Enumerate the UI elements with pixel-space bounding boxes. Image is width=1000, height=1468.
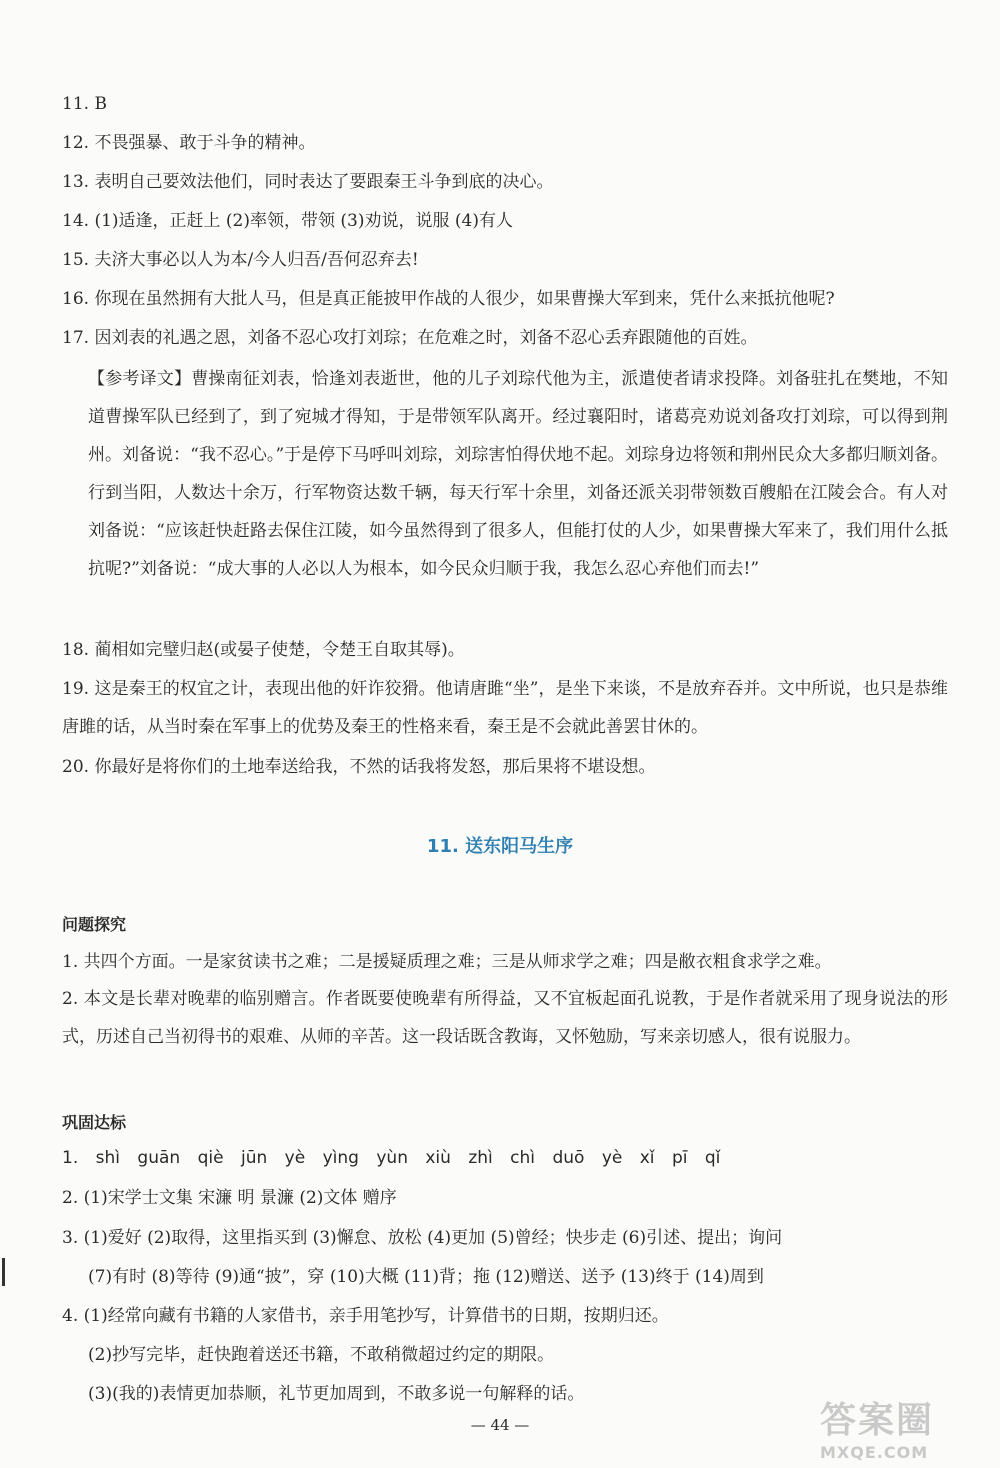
consolidate-answer-4c: (3)(我的)表情更加恭顺，礼节更加周到，不敢多说一句解释的话。 [88, 1384, 585, 1404]
consolidate-answer-4a: 4. (1)经常向藏有书籍的人家借书，亲手用笔抄写，计算借书的日期，按期归还。 [62, 1306, 669, 1326]
answer-19: 19. 这是秦王的权宜之计，表现出他的奸诈狡猾。他请唐雎“坐”，是坐下来谈，不是放弃吞并。文中所说，也只是恭维唐雎的话，从当时秦在军事上的优势及秦王的性格来看，秦王是不会就此善罢甘休的。 [62, 679, 948, 737]
pinyin-item: duō [552, 1148, 585, 1168]
watermark-top: 答案圈 [820, 1400, 935, 1441]
pinyin-item: xiù [425, 1148, 451, 1168]
consolidate-answer-2: 2. (1)宋学士文集 宋濂 明 景濂 (2)文体 赠序 [62, 1188, 397, 1208]
answer-17: 17. 因刘表的礼遇之恩，刘备不忍心攻打刘琮；在危难之时，刘备不忍心丢弃跟随他的百姓。 [62, 328, 758, 348]
explore-answer-1: 1. 共四个方面。一是家贫读书之难；二是援疑质理之难；三是从师求学之难；四是敝衣粗食求学之难。 [62, 952, 832, 972]
pinyin-item: chì [510, 1148, 536, 1168]
pinyin-item: yùn [376, 1148, 408, 1168]
pinyin-line [62, 1148, 732, 1168]
pinyin-item: jūn [240, 1148, 268, 1168]
page-number: — 44 — [470, 1416, 530, 1434]
answer-12: 12. 不畏强暴、敢于斗争的精神。 [62, 133, 316, 153]
pinyin-item: qiè [197, 1148, 224, 1168]
pinyin-item: xǐ [639, 1148, 655, 1168]
answer-13: 13. 表明自己要效法他们，同时表达了要跟秦王斗争到底的决心。 [62, 172, 554, 192]
watermark-bottom: MXQE.COM [820, 1443, 929, 1462]
consolidate-answer-3a: 3. (1)爱好 (2)取得，这里指买到 (3)懈怠、放松 (4)更加 (5)曾经；快步走 (6)引述、提出；询问 [62, 1228, 783, 1248]
pinyin-item: zhì [468, 1148, 493, 1168]
pinyin-item: yè [284, 1148, 306, 1168]
margin-mark [2, 1258, 5, 1286]
pinyin-item: guān [137, 1148, 181, 1168]
answer-15: 15. 夫济大事必以人为本/今人归吾/吾何忍弃去! [62, 250, 419, 270]
consolidate-answer-4b: (2)抄写完毕，赶快跑着送还书籍，不敢稍微超过约定的期限。 [88, 1345, 555, 1365]
answer-16: 16. 你现在虽然拥有大批人马，但是真正能披甲作战的人很少，如果曹操大军到来，凭什么来抵抗他呢? [62, 289, 835, 309]
answer-11: 11. B [62, 94, 107, 114]
answer-20: 20. 你最好是将你们的土地奉送给我，不然的话我将发怒，那后果将不堪设想。 [62, 757, 656, 777]
explore-answer-2: 2. 本文是长辈对晚辈的临别赠言。作者既要使晚辈有所得益，又不宜板起面孔说教，于是作者就采用了现身说法的形式，历述自己当初得书的艰难、从师的辛苦。这一段话既含教诲，又怀勉励，写来亲切感人，很有说服力。 [62, 989, 948, 1047]
answer-18: 18. 蔺相如完璧归赵(或晏子使楚，令楚王自取其辱)。 [62, 640, 465, 660]
pinyin-item: pī [671, 1148, 688, 1168]
section-title: 11. 送东阳马生序 [426, 836, 574, 857]
pinyin-item: shì [95, 1148, 120, 1168]
section-heading-explore: 问题探究 [62, 915, 127, 934]
reference-translation: 【参考译文】曹操南征刘表，恰逢刘表逝世，他的儿子刘琮代他为主，派遣使者请求投降。刘备驻扎在樊地，不知道曹操军队已经到了，到了宛城才得知，于是带领军队离开。经过襄阳时，诸葛亮劝说刘备攻打刘琮，可以得到荆州。刘备说：“我不忍心。”于是停下马呼叫刘琮，刘琮害怕得伏地不起。刘琮身边将领和荆州民众大多都归顺刘备。行到当阳，人数达十余万，行军物资达数千辆，每天行军十余里，刘备还派关羽带领数百艘船在江陵会合。有人对刘备说：“应该赶快赶路去保住江陵，如今虽然得到了很多人，但能打仗的人少，如果曹操大军来了，我们用什么抵抗呢?”刘备说：“成大事的人必以人为根本，如今民众归顺于我，我怎么忍心弃他们而去!” [88, 369, 948, 579]
pinyin-item: qǐ [704, 1148, 721, 1168]
section-heading-consolidate: 巩固达标 [62, 1113, 127, 1132]
answer-14: 14. (1)适逢，正赶上 (2)率领，带领 (3)劝说，说服 (4)有人 [62, 211, 513, 231]
watermark [820, 1392, 980, 1462]
pinyin-label: 1. [62, 1148, 79, 1168]
consolidate-answer-3b: (7)有时 (8)等待 (9)通“披”，穿 (10)大概 (11)背；拖 (12)赠送、送予 (13)终于 (14)周到 [88, 1267, 764, 1287]
pinyin-item: yìng [322, 1148, 359, 1168]
pinyin-item: yè [601, 1148, 623, 1168]
